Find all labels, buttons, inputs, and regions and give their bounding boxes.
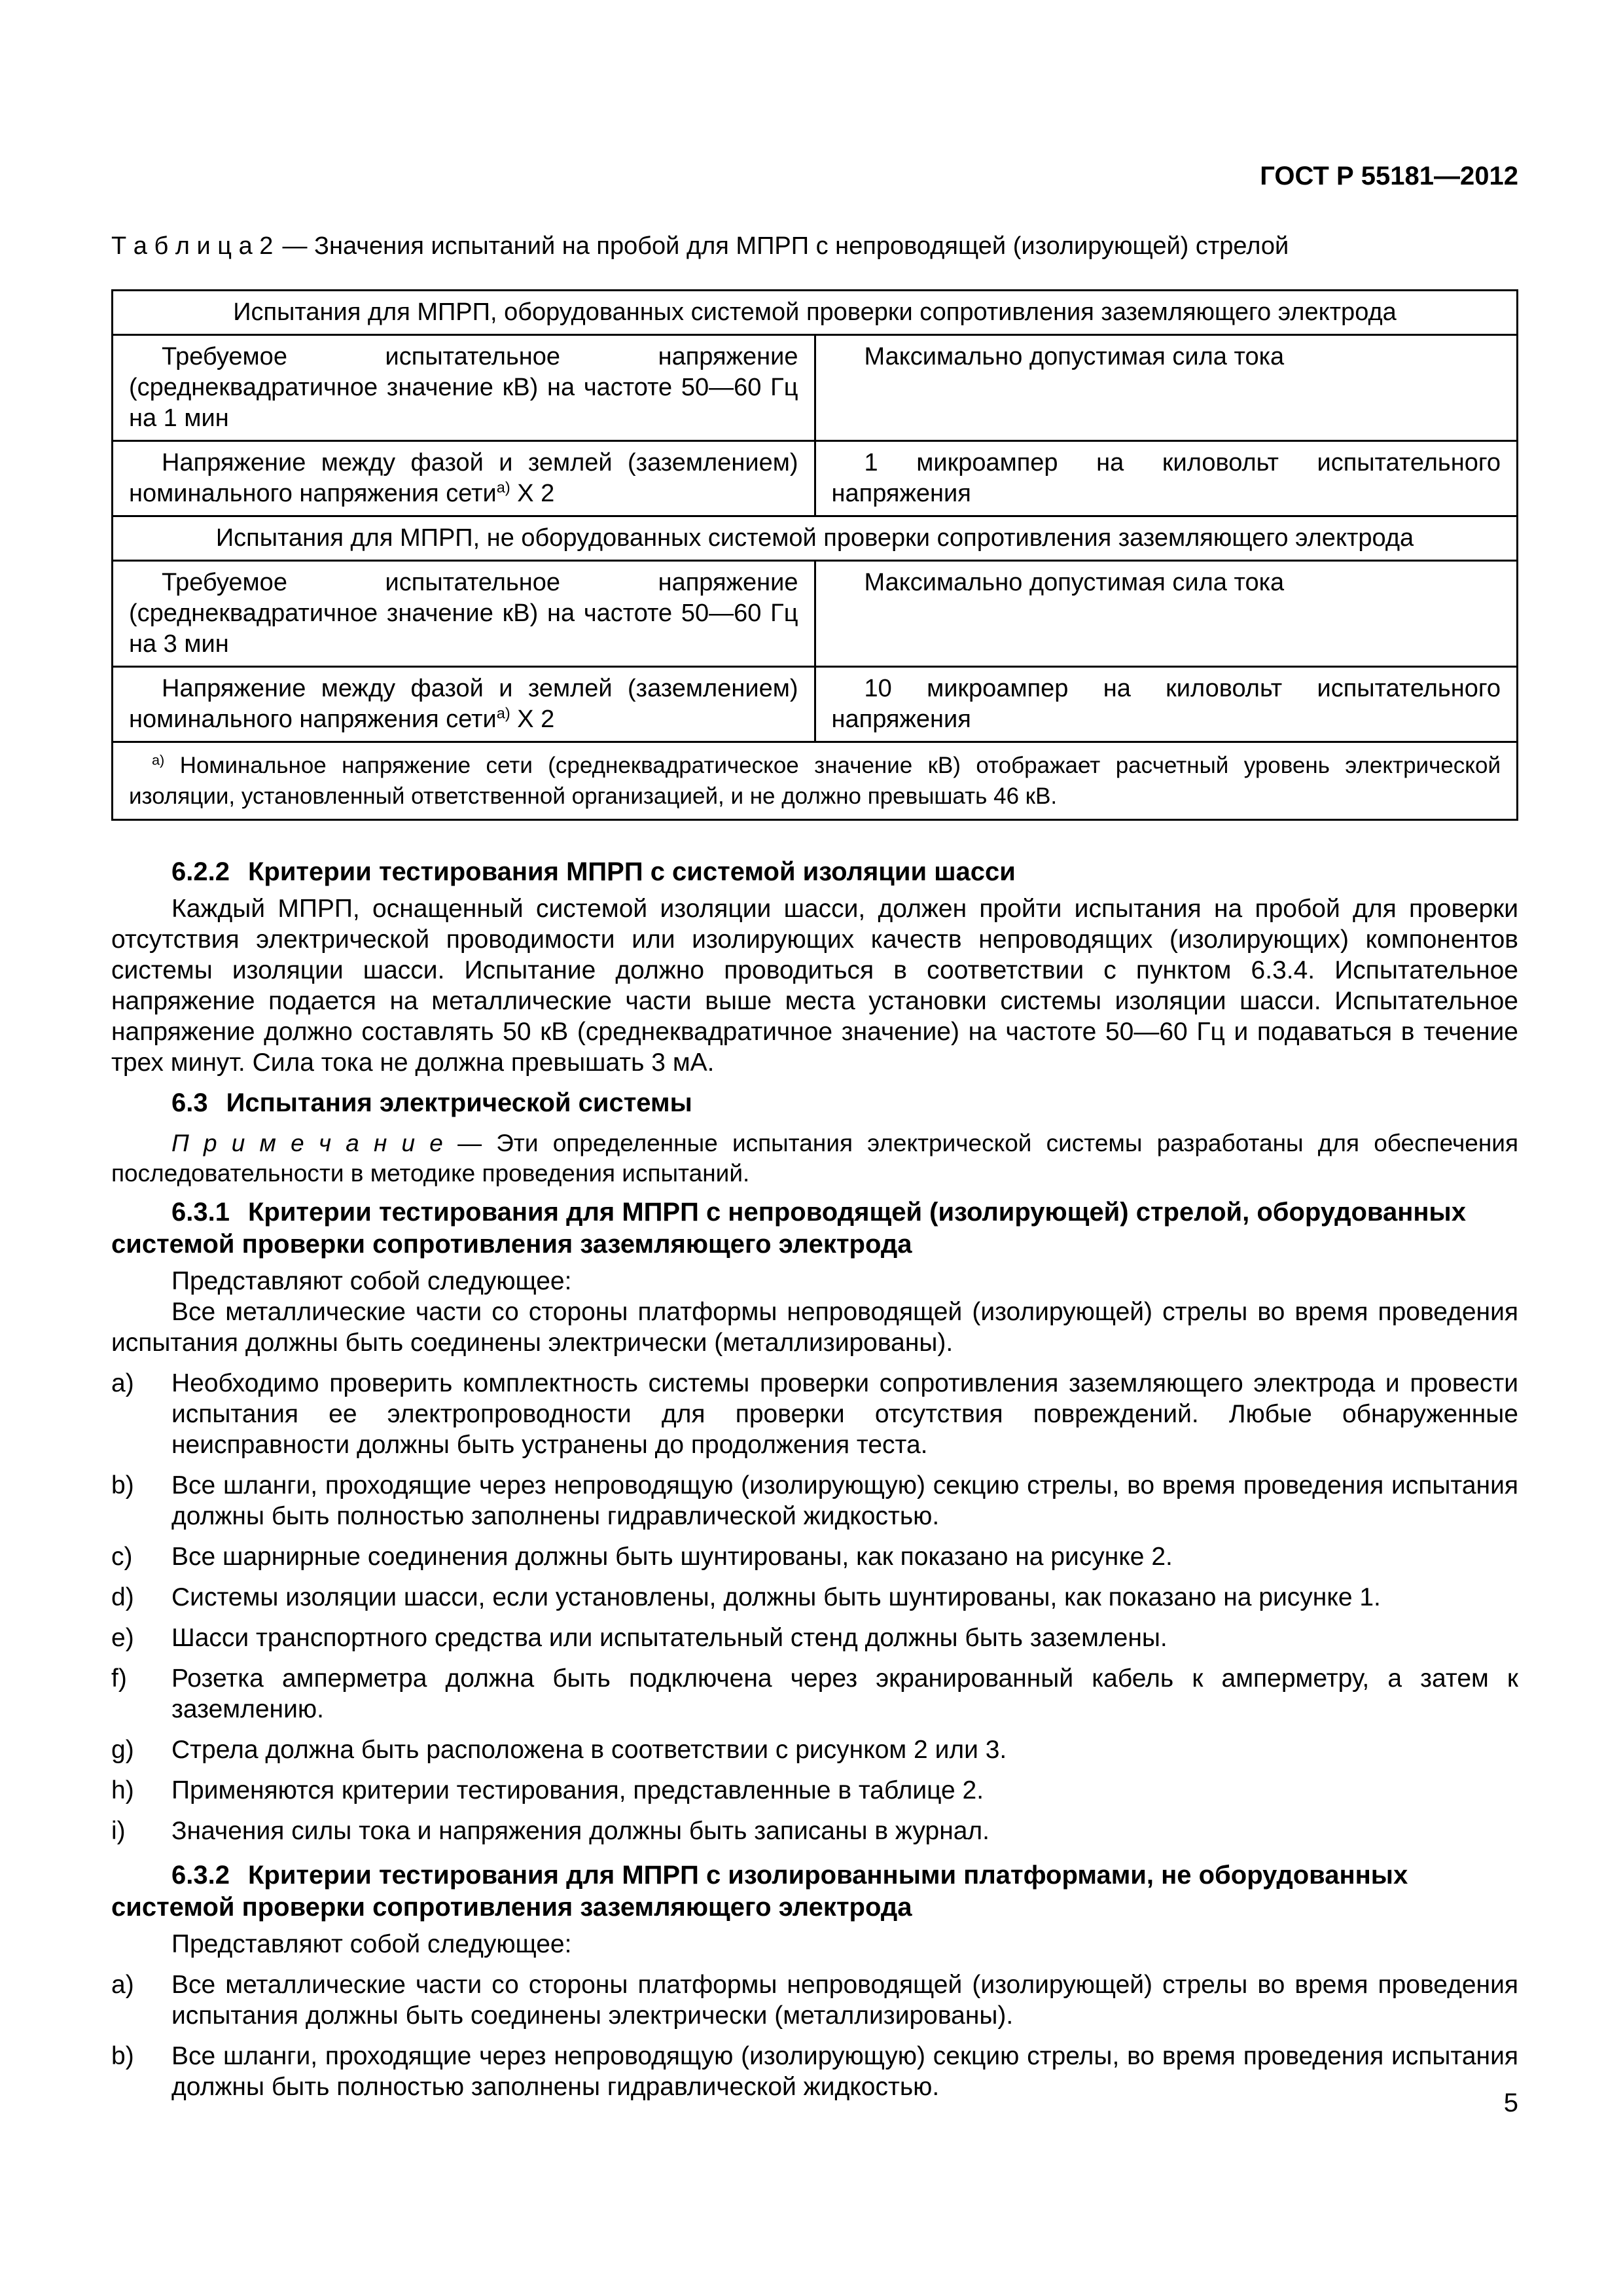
table-cell-phase-ground-voltage bbox=[113, 667, 815, 742]
paragraph-6-2-2: Каждый МПРП, оснащенный системой изоляции шасси, должен пройти испытания на пробой для проверки отсутствия электрической проводимости или изолирующих качеств непроводящих (изолирующих) компонентов системы изоляции шасси. Испытание должно проводиться в соответствии с пунктом 6.3.4. Испытательное напряжение подается на металлические части выше места установки системы изоляции шасси. Испытательное напряжение должно составлять 50 кВ (среднеквадратичное значение) на частоте 50—60 Гц и подаваться в течение трех минут. Сила тока не должна превышать 3 мА. bbox=[111, 895, 1518, 1077]
table-row bbox=[113, 742, 1518, 820]
list-item-text: Стрела должна быть расположена в соответствии с рисунком 2 или 3. bbox=[171, 1736, 1007, 1764]
table-row bbox=[113, 441, 1518, 516]
heading-6-3-2 bbox=[111, 1859, 1518, 1924]
heading-title: Испытания электрической системы bbox=[226, 1088, 692, 1117]
table-row bbox=[113, 335, 1518, 441]
list-item bbox=[111, 1734, 1518, 1765]
table-group2-header: Испытания для МПРП, не оборудованных системой проверки сопротивления заземляющего электрода bbox=[113, 516, 1518, 561]
table-caption-label: Т а б л и ц а 2 bbox=[111, 232, 274, 260]
list-item-label: e) bbox=[111, 1624, 134, 1652]
table-cell-required-voltage-3min: Требуемое испытательное напряжение (среднеквадратичное значение кВ) на частоте 50—60 Гц на 3 мин bbox=[113, 561, 815, 667]
page-number: 5 bbox=[1503, 2089, 1518, 2117]
list-item-label: c) bbox=[111, 1543, 133, 1571]
list-item-label: h) bbox=[111, 1776, 134, 1804]
footnote-marker: а) bbox=[152, 751, 165, 768]
list-item bbox=[111, 1470, 1518, 1532]
table-row bbox=[113, 291, 1518, 335]
table-group1-header: Испытания для МПРП, оборудованных системой проверки сопротивления заземляющего электрода bbox=[113, 291, 1518, 335]
list-6-3-2 bbox=[111, 1969, 1518, 2102]
heading-number: 6.2.2 bbox=[171, 857, 230, 886]
list-item-label: g) bbox=[111, 1736, 134, 1764]
intro-6-3-2: Представляют собой следующее: bbox=[171, 1930, 572, 1958]
lead-6-3-1: Все металлические части со стороны платформы непроводящей (изолирующей) стрелы во время проведения испытания должны быть соединены электрически (металлизированы). bbox=[111, 1298, 1518, 1357]
list-item-text: Системы изоляции шасси, если установлены, должны быть шунтированы, как показано на рисунке 1. bbox=[171, 1583, 1381, 1611]
list-item-label: b) bbox=[111, 1471, 134, 1499]
list-item bbox=[111, 1969, 1518, 2031]
footnote-text: Номинальное напряжение сети (среднеквадратическое значение кВ) отображает расчетный уровень электрической изоляции, установленный ответственной организацией, и не должно превышать 46 кВ. bbox=[129, 753, 1501, 809]
heading-title: Критерии тестирования МПРП с системой изоляции шасси bbox=[247, 857, 1016, 886]
table-caption bbox=[111, 230, 1518, 262]
table-cell-max-current: Максимально допустимая сила тока bbox=[815, 335, 1518, 441]
standard-code: ГОСТ Р 55181—2012 bbox=[1260, 162, 1518, 190]
heading-6-3 bbox=[111, 1087, 1518, 1119]
table-cell-current-limit-10ua: 10 микроампер на киловольт испытательного напряжения bbox=[815, 667, 1518, 742]
list-item bbox=[111, 1663, 1518, 1725]
list-item-label: f) bbox=[111, 1664, 127, 1693]
list-item bbox=[111, 1816, 1518, 1846]
cell-text: Напряжение между фазой и землей (заземлением) номинального напряжения сети bbox=[129, 449, 798, 507]
heading-title: Критерии тестирования для МПРП с непроводящей (изолирующей) стрелой, оборудованных системой проверки сопротивления заземляющего электрода bbox=[111, 1198, 1466, 1259]
list-6-3-1 bbox=[111, 1368, 1518, 1846]
list-item bbox=[111, 1368, 1518, 1460]
list-item bbox=[111, 1582, 1518, 1613]
list-item-label: b) bbox=[111, 2042, 134, 2070]
cell-text: Напряжение между фазой и землей (заземлением) номинального напряжения сети bbox=[129, 675, 798, 733]
note-6-3 bbox=[111, 1128, 1518, 1189]
heading-number: 6.3.1 bbox=[171, 1198, 230, 1227]
heading-6-3-1 bbox=[111, 1196, 1518, 1261]
list-item-text: Значения силы тока и напряжения должны быть записаны в журнал. bbox=[171, 1817, 990, 1845]
list-item-label: i) bbox=[111, 1817, 126, 1845]
table-row bbox=[113, 561, 1518, 667]
footnote-marker: а) bbox=[496, 478, 510, 496]
list-item-label: a) bbox=[111, 1369, 134, 1397]
list-item bbox=[111, 2041, 1518, 2102]
list-item-text: Все шарнирные соединения должны быть шунтированы, как показано на рисунке 2. bbox=[171, 1543, 1173, 1571]
list-item-label: d) bbox=[111, 1583, 134, 1611]
table-cell-current-limit-1ua: 1 микроампер на киловольт испытательного напряжения bbox=[815, 441, 1518, 516]
table-footnote bbox=[113, 742, 1518, 820]
list-item-text: Все металлические части со стороны платформы непроводящей (изолирующей) стрелы во время проведения испытания должны быть соединены электрически (металлизированы). bbox=[171, 1971, 1518, 2030]
note-text: — Эти определенные испытания электрической системы разработаны для обеспечения последовательности в методике проведения испытаний. bbox=[111, 1130, 1518, 1187]
table-cell-max-current: Максимально допустимая сила тока bbox=[815, 561, 1518, 667]
table-cell-required-voltage-1min: Требуемое испытательное напряжение (среднеквадратичное значение кВ) на частоте 50—60 Гц на 1 мин bbox=[113, 335, 815, 441]
table-caption-text: — Значения испытаний на пробой для МПРП с непроводящей (изолирующей) стрелой bbox=[282, 232, 1289, 260]
list-item-label: a) bbox=[111, 1971, 134, 1999]
list-item-text: Необходимо проверить комплектность системы проверки сопротивления заземляющего электрода и провести испытания ее электропроводности для проверки отсутствия повреждений. Любые обнаруженные неисправности должны быть устранены до продолжения теста. bbox=[171, 1369, 1518, 1459]
heading-number: 6.3 bbox=[171, 1088, 208, 1117]
table-row bbox=[113, 667, 1518, 742]
heading-title: Критерии тестирования для МПРП с изолированными платформами, не оборудованных системой проверки сопротивления заземляющего электрода bbox=[111, 1861, 1408, 1922]
page-content bbox=[111, 0, 1518, 2102]
intro-6-3-1: Представляют собой следующее: bbox=[171, 1267, 572, 1295]
table-2 bbox=[111, 289, 1518, 821]
list-item bbox=[111, 1623, 1518, 1653]
list-item-text: Все шланги, проходящие через непроводящую (изолирующую) секцию стрелы, во время проведения испытания должны быть полностью заполнены гидравлической жидкостью. bbox=[171, 1471, 1518, 1530]
table-row bbox=[113, 516, 1518, 561]
heading-6-2-2 bbox=[111, 856, 1518, 888]
note-label: П р и м е ч а н и е bbox=[171, 1130, 443, 1157]
cell-text-tail: Х 2 bbox=[510, 480, 555, 507]
list-item-text: Применяются критерии тестирования, представленные в таблице 2. bbox=[171, 1776, 984, 1804]
list-item-text: Все шланги, проходящие через непроводящую (изолирующую) секцию стрелы, во время проведения испытания должны быть полностью заполнены гидравлической жидкостью. bbox=[171, 2042, 1518, 2101]
cell-text-tail: Х 2 bbox=[510, 706, 555, 733]
table-cell-phase-ground-voltage bbox=[113, 441, 815, 516]
list-item-text: Шасси транспортного средства или испытательный стенд должны быть заземлены. bbox=[171, 1624, 1168, 1652]
list-item bbox=[111, 1541, 1518, 1572]
list-item bbox=[111, 1775, 1518, 1806]
footnote-marker: а) bbox=[496, 704, 510, 722]
list-item-text: Розетка амперметра должна быть подключена через экранированный кабель к амперметру, а затем к заземлению. bbox=[171, 1664, 1518, 1723]
heading-number: 6.3.2 bbox=[171, 1861, 230, 1890]
